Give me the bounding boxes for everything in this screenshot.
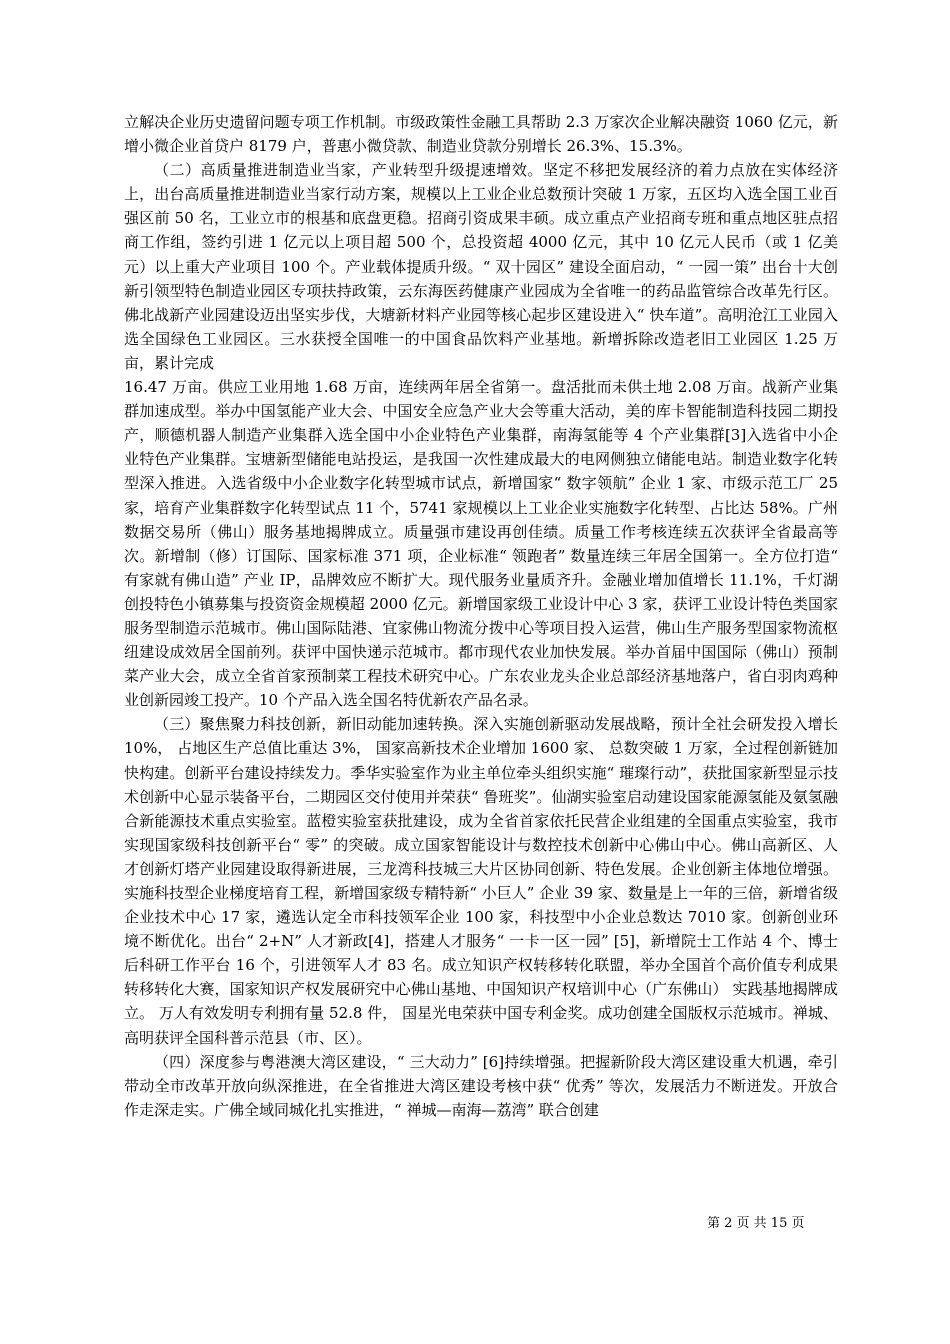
page-number-footer: 第 2 页 共 15 页 — [707, 1216, 805, 1231]
paragraph-tech-innovation: （三）聚焦聚力科技创新，新旧动能加速转换。深入实施创新驱动发展战略，预计全社会研发投入增长 10%， 占地区生产总值比重达 3%， 国家高新技术企业增加 1600 家、 总数突破 1 万家，全过程创新链加快构建。创新平台建设持续发力。季华实验室作为业主单位牵头组织实施“ 璀璨行动”，获批国家新型显示技术创新中心显示装备平台，二期园区交付使用并荣获“ 鲁班奖”。仙湖实验室启动建设国家能源氢能及氨氢融合新能源技术重点实验室。蓝橙实验室获批建设，成为全省首家依托民营企业组建的全国重点实验室，我市实现国家级科技创新平台“ 零” 的突破。成立国家智能设计与数控技术创新中心佛山中心。佛山高新区、人才创新灯塔产业园建设取得新进展，三龙湾科技城三大片区协同创新、特色发展。企业创新主体地位增强。实施科技型企业梯度培育工程，新增国家级专精特新“ 小巨人” 企业 39 家、数量是上一年的三倍，新增省级企业技术中心 17 家，遴选认定全市科技领军企业 100 家，科技型中小企业总数达 7010 家。创新创业环境不断优化。出台“ 2+N” 人才新政[4]，搭建人才服务“ 一卡一区一园” [5]，新增院士工作站 4 个、博士后科研工作平台 16 个，引进领军人才 83 名。成立知识产权转移转化联盟，举办全国首个高价值专利成果转移转化大赛，国家知识产权发展研究中心佛山基地、中国知识产权培训中心（广东佛山） 实践基地揭牌成立。 万人有效发明专利拥有量 52.8 件， 国星光电荣获中国专利金奖。成功创建全国版权示范城市。禅城、高明获评全国科普示范县（市、区）。 — [124, 715, 838, 1047]
document-body — [124, 110, 838, 1122]
paragraph-industrial-land: 16.47 万亩。供应工业用地 1.68 万亩，连续两年居全省第一。盘活批而未供土地 2.08 万亩。战新产业集群加速成型。举办中国氢能产业大会、中国安全应急产业大会等重大活动，美的库卡智能制造科技园二期投产，顺德机器人制造产业集群入选全国中小企业特色产业集群，南海氢能等 4 个产业集群[3]入选省中小企业特色产业集群。宝塘新型储能电站投运，是我国一次性建成最大的电网侧独立储能电站。制造业数字化转型深入推进。入选省级中小企业数字化转型城市试点，新增国家“ 数字领航” 企业 1 家、市级示范工厂 25 家，培育产业集群数字化转型试点 11 个，5741 家规模以上工业企业实施数字化转型、占比达 58%。广州数据交易所（佛山）服务基地揭牌成立。质量强市建设再创佳绩。质量工作考核连续五次获评全省最高等次。新增制（修）订国际、国家标准 371 项，企业标准“ 领跑者” 数量连续三年居全国第一。全方位打造“ 有家就有佛山造” 产业 IP，品牌效应不断扩大。现代服务业量质齐升。金融业增加值增长 11.1%，千灯湖创投特色小镇募集与投资资金规模超 2000 亿元。新增国家级工业设计中心 3 家，获评工业设计特色类国家服务型制造示范城市。佛山国际陆港、宜家佛山物流分拨中心等项目投入运营，佛山生产服务型国家物流枢纽建设成效居全国前列。获评中国快递示范城市。都市现代农业加快发展。举办首届中国国际（佛山）预制菜产业大会，成立全省首家预制菜工程技术研究中心。广东农业龙头企业总部经济基地落户，省白羽肉鸡种业创新园竣工投产。10 个产品入选全国名特优新农产品名录。 — [124, 378, 838, 710]
paragraph-manufacturing: （二）高质量推进制造业当家，产业转型升级提速增效。坚定不移把发展经济的着力点放在实体经济上，出台高质量推进制造业当家行动方案，规模以上工业企业总数预计突破 1 万家，五区均入选全国工业百强区前 50 名，工业立市的根基和底盘更稳。招商引资成果丰硕。成立重点产业招商专班和重点地区驻点招商工作组，签约引进 1 亿元以上项目超 500 个，总投资超 4000 亿元，其中 10 亿元人民币（或 1 亿美元）以上重大产业项目 100 个。产业载体提质升级。“ 双十园区” 建设全面启动，“ 一园一策” 出台十大创新引领型特色制造业园区专项扶持政策，云东海医药健康产业园成为全省唯一的药品监管综合改革先行区。佛北战新产业园建设迈出坚实步伐，大塘新材料产业园等核心起步区建设进入“ 快车道”。高明沧江工业园入选全国绿色工业园区。三水获授全国唯一的中国食品饮料产业基地。新增拆除改造老旧工业园区 1.25 万亩，累计完成 — [124, 161, 838, 372]
paragraph-financing-continued: 立解决企业历史遗留问题专项工作机制。市级政策性金融工具帮助 2.3 万家次企业解决融资 1060 亿元，新增小微企业首贷户 8179 户，普惠小微贷款、制造业贷款分别增长 26.3%、15.3%。 — [124, 113, 838, 156]
paragraph-greater-bay-area: （四）深度参与粤港澳大湾区建设，“ 三大动力” [6]持续增强。把握新阶段大湾区建设重大机遇，牵引带动全市改革开放向纵深推进，在全省推进大湾区建设考核中获“ 优秀” 等次，发展活力不断迸发。开放合作走深走实。广佛全域同城化扎实推进，“ 禅城—南海—荔湾” 联合创建 — [124, 1052, 838, 1119]
